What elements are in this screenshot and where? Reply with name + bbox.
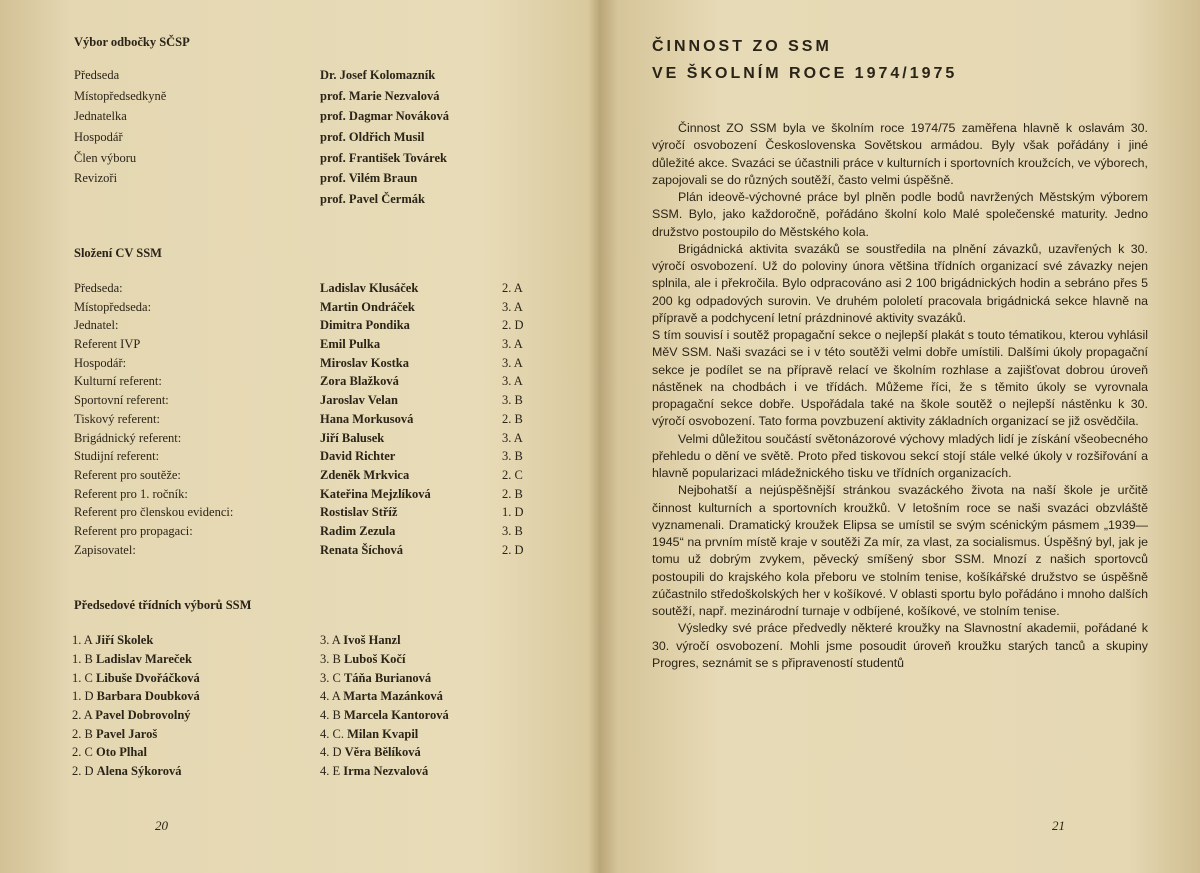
- paragraph: Velmi důležitou součástí světonázorové výchovy mladých lidí je získání všeobecného přehledu o dění ve světě. Proto před tiskovou sekcí stojí stále velké úkoly v rozšiřování a hlavně popularizaci mládežnického tisku ve třídních organizacích.: [652, 431, 1148, 480]
- left-page: Výbor odbočky SČSP Předseda Dr. Josef Kolomazník Místopředsedkyně prof. Marie Nezvalová Jednatelka prof. Dagmar Nováková Hospodář prof. Oldřich Musil Člen výboru prof. František Továrek Revizoři prof. Vilém Braun prof. Pavel Čermák Složení CV SSM Předseda: Ladislav Klusáček 2. A Místopředseda: Martin Ondráček 3. A Jednatel: Dimitra Pondika 2. D Referent IVP Emil Pulka 3. A Hospodář: Miroslav Kostka 3. A Kulturní referent: Zora Blažková 3. A Sportovní referent: Jaroslav Velan 3. B Tiskový referent: Hana Morkusová 2. B Brigádnický referent: Jiří Balusek 3. A Studijní referent: David Richter 3. B Referent pro soutěže: Zdeněk Mrkvica 2. C Referent pro 1. ročník: Kateřina Mejzlíková 2. B Referent pro členskou evidenci: Rostislav Stříž 1. D Referent pro propagaci: Radim Zezula 3. B Zapisovatel: Renata Šíchová 2. D Předsedové třídních výborů SSM 1. A Jiří Skolek 1. B Ladislav Mareček 1. C Libuše Dvořáčková 1. D Barbara Doubková 2. A Pavel Dobrovolný 2. B Pavel Jaroš 2. C Oto Plhal 2. D Alena Sýkorová 3. A Ivoš Hanzl 3. B Luboš Kočí 3. C Táňa Burianová 4. A Marta Mazánková 4. B Marcela Kantorová 4. C. Milan Kvapil 4. D Věra Bělíková 4. E Irma Nezvalová 20: [72, 35, 524, 833]
- paragraph: Nejbohatší a nejúspěšnější stránkou svazáckého života na naší škole je určitě činnost kulturních a sportovních kroužků. V letošním roce se naši svazáci obzvláště vyznamenali. Dramatický kroužek Elipsa se umístil se svým scénickým pásmem „1939—1945“ na prvním místě kraje v soutěži Za mír, za vlast, za socialismus. Úspěšný byl, jak je tomu už dobrým zvykem, pěvecký smíšený sbor SSM. Mnozí z našich sportovců postoupili do krajského kola přeboru ve stolním tenise, košíkářské družstvo se úspěšně zúčastnilo středoškolských her v košíkové. V oblasti sportu bylo pořádáno i mnoho dalších soutěží, např. mezinárodní turnaje v odbíjené, košíkové, ve stolním tenise.: [652, 483, 1148, 618]
- paragraph: S tím souvisí i soutěž propagační sekce o nejlepší plakát s touto tématikou, kterou vyhlásil MěV SSM. Naši svazáci se i v této soutěži velmi dobře umístili. Dalšími úkoly propagační sekce je podílet se na přípravě relací ve školním rozhlase a zajišťovat dobrou úroveň nástěnek na chodbách i ve třídách. Můžeme říci, že s těmito úkoly se vyrovnala propagační sekce dobře. Uspořádala také na škole soutěž o nejlepší nástěnku k 30. výročí osvobození. Tato forma povzbuzení aktivity základních organizací se již osvědčila.: [652, 328, 1148, 429]
- section-heading-class-chairs: Předsedové třídních výborů SSM: [74, 598, 252, 612]
- paragraph: Výsledky své práce předvedly některé kroužky na Slavnostní akademii, pořádané k 30. výročí osvobození. Mohli jsme posoudit úroveň kroužku starých tanců a skupiny Progres, seznámit se s připraveností studentů: [652, 621, 1148, 670]
- page-number: 20: [155, 818, 168, 833]
- chair-item: 4. A Marta Mazánková: [320, 689, 443, 703]
- chair-item: 2. A Pavel Dobrovolný: [72, 708, 191, 722]
- chair-item: 2. C Oto Plhal: [72, 745, 148, 759]
- chair-item: 4. D Věra Bělíková: [320, 745, 421, 759]
- chair-item: 1. C Libuše Dvořáčková: [72, 671, 200, 685]
- chair-item: 2. B Pavel Jaroš: [72, 727, 158, 741]
- chair-item: 4. C. Milan Kvapil: [320, 727, 419, 741]
- article-title-line1: ČINNOST ZO SSM: [652, 38, 832, 55]
- chair-item: 2. D Alena Sýkorová: [72, 764, 182, 778]
- chair-item: 4. B Marcela Kantorová: [320, 708, 449, 722]
- article-body: [652, 120, 1148, 672]
- chair-item: 3. B Luboš Kočí: [320, 652, 406, 666]
- page-number: 21: [1052, 818, 1065, 833]
- section-heading-scsp: Výbor odbočky SČSP: [74, 35, 190, 49]
- chair-item: 3. C Táňa Burianová: [320, 671, 432, 685]
- paragraph: Brigádnická aktivita svazáků se soustředila na plnění závazků, uzavřených k 30. výročí osvobození. Už do poloviny února většina třídních organizací své závazky nejen splnila, ale i překročila. Bylo odpracováno asi 2 100 brigádnických hodin a sebráno přes 5 200 kg odpadových surovin. Ve druhém pololetí pracovala brigádnická sekce hlavně na přípravě a podchycení letní prázdninové aktivity svazáků.: [652, 241, 1148, 325]
- chair-item: 1. A Jiří Skolek: [72, 633, 154, 647]
- chair-item: 4. E Irma Nezvalová: [320, 764, 429, 778]
- article-title-line2: VE ŠKOLNÍM ROCE 1974/1975: [652, 65, 958, 82]
- section-heading-cv-ssm: Složení CV SSM: [74, 246, 162, 260]
- chair-item: 3. A Ivoš Hanzl: [320, 633, 401, 647]
- paragraph: Plán ideově-výchovné práce byl plněn podle bodů navržených Městským výborem SSM. Bylo, jako každoročně, pořádáno školní kolo Malé společenské maturity. Jedno družstvo postoupilo do Městského kola.: [652, 190, 1148, 239]
- paragraph: Činnost ZO SSM byla ve školním roce 1974/75 zaměřena hlavně k oslavám 30. výročí osvobození Československa Sovětskou armádou. Byly však pořádány i jiné důležité akce. Svazáci se účastnili práce v kulturních i sportovních kroužcích, ve výborech, zapojovali se do různých soutěží, často velmi úspěšně.: [652, 121, 1148, 187]
- chair-item: 1. D Barbara Doubková: [72, 689, 200, 703]
- chair-item: 1. B Ladislav Mareček: [72, 652, 192, 666]
